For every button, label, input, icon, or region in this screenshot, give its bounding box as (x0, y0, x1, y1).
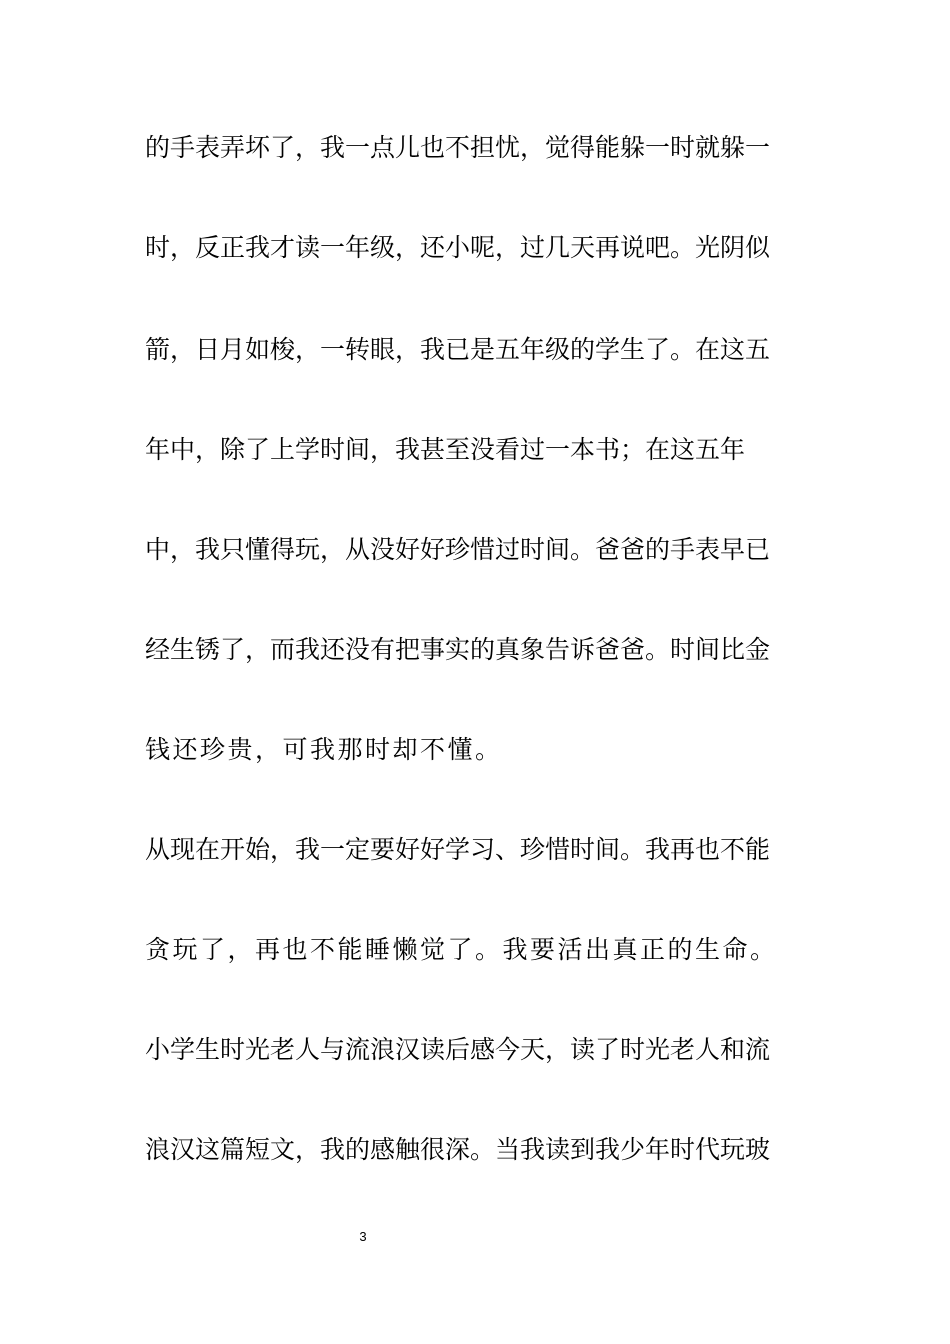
text-line: 的手表弄坏了，我一点儿也不担忧，觉得能躲一时就躲一 (145, 133, 771, 162)
page-number: 3 (359, 1229, 367, 1244)
text-line: 小学生时光老人与流浪汉读后感今天，读了时光老人和流 (145, 1035, 771, 1064)
text-line: 箭，日月如梭，一转眼，我已是五年级的学生了。在这五 (145, 335, 771, 364)
text-line: 钱还珍贵，可我那时却不懂。 (145, 735, 503, 764)
text-line: 年中，除了上学时间，我甚至没看过一本书；在这五年 (145, 435, 746, 464)
text-line: 贪玩了，再也不能睡懒觉了。我要活出真正的生命。 (145, 935, 778, 964)
text-line: 浪汉这篇短文，我的感触很深。当我读到我少年时代玩玻 (145, 1135, 771, 1164)
text-line: 经生锈了，而我还没有把事实的真象告诉爸爸。时间比金 (145, 635, 771, 664)
text-line: 从现在开始，我一定要好好学习、珍惜时间。我再也不能 (145, 835, 771, 864)
text-line: 时，反正我才读一年级，还小呢，过几天再说吧。光阴似 (145, 233, 771, 262)
text-line: 中，我只懂得玩，从没好好珍惜过时间。爸爸的手表早已 (145, 535, 771, 564)
